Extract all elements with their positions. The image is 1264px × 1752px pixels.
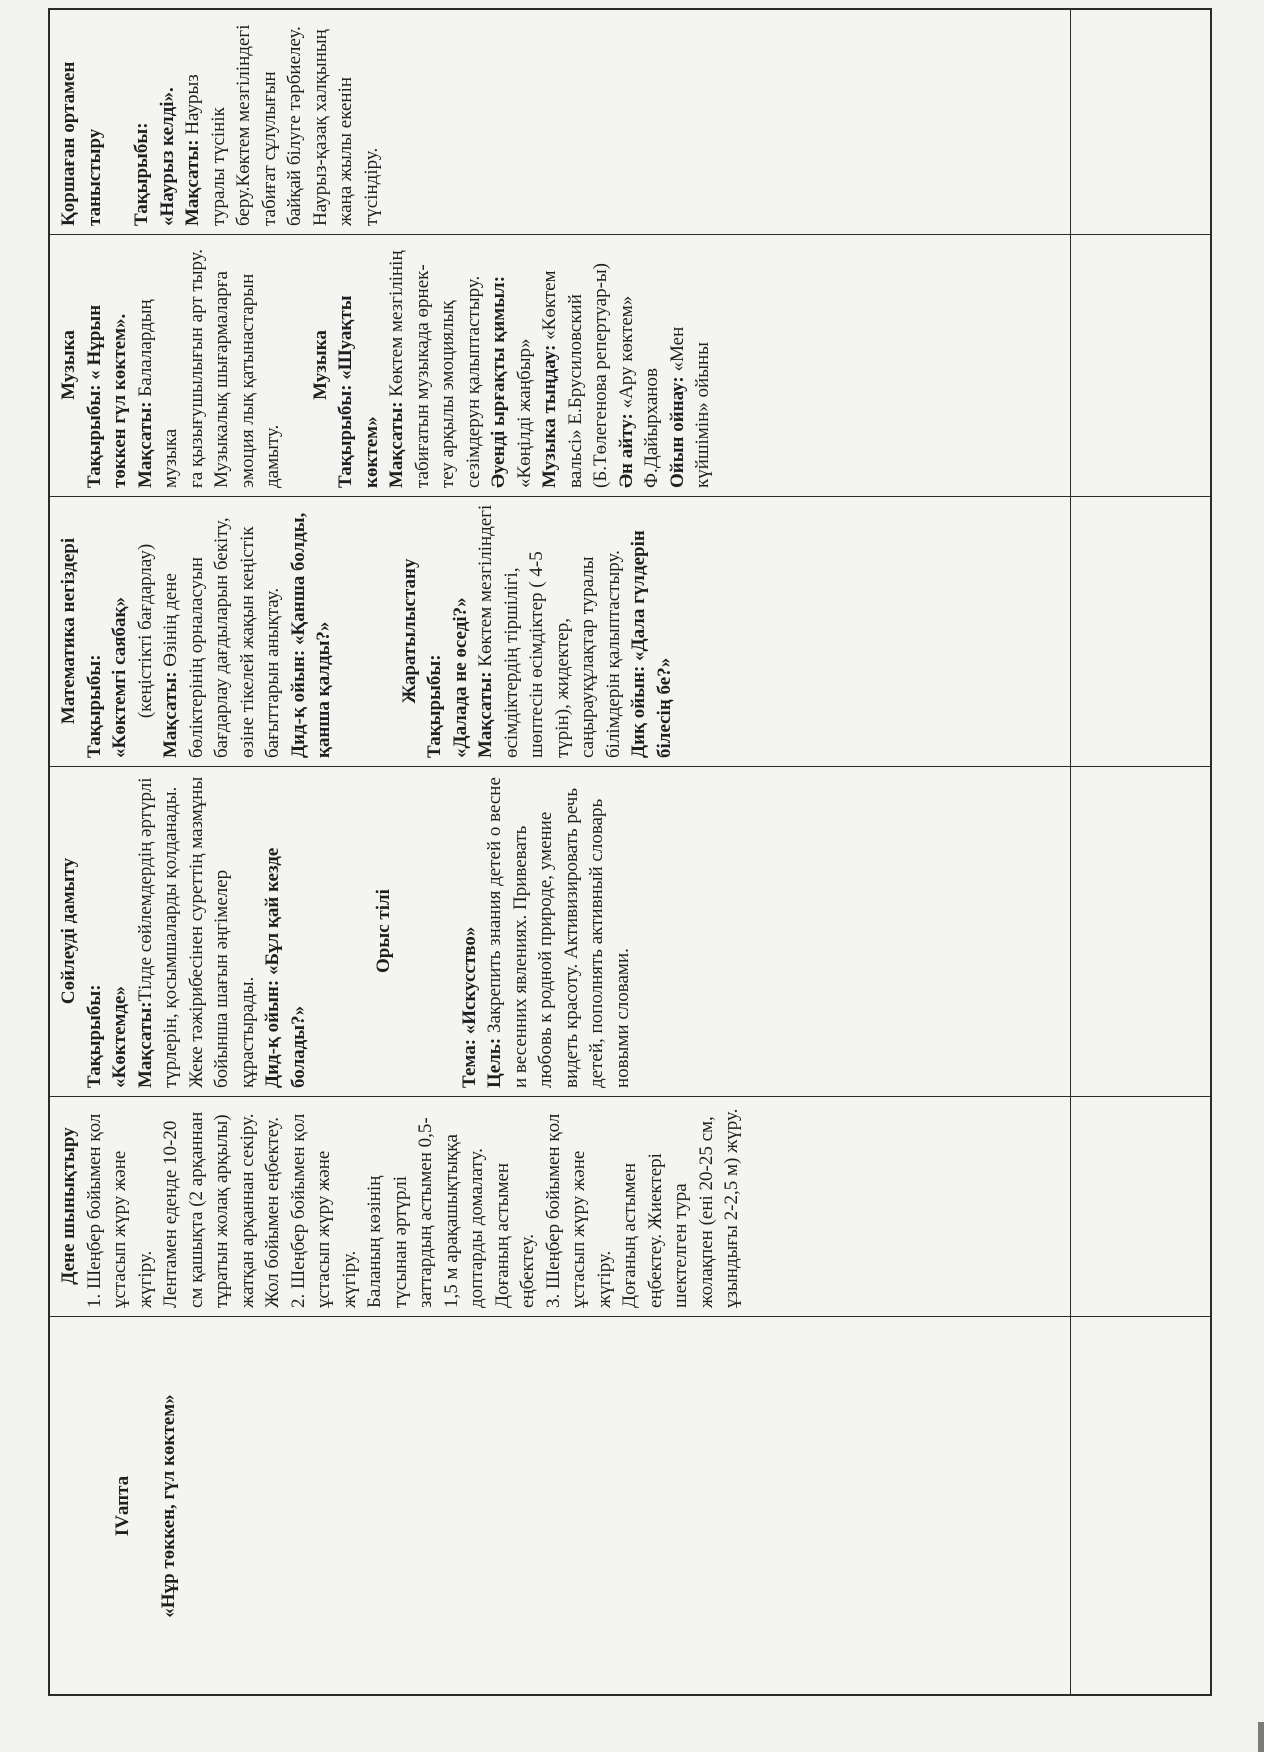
- speech-topic: «Көктемде»: [109, 986, 130, 1088]
- music2-play-label: Ойын ойнау:: [666, 376, 688, 488]
- speech-goal-label: Мақсаты:: [134, 1001, 156, 1088]
- math-game: «Қанша болды, қанша қалды?»: [287, 512, 334, 758]
- music1-goal-cont: ға қызығушылығын арт тыру. Музыкалық шығармаларға эмоция лық қатынастарын дамыту.: [185, 248, 283, 488]
- environment-topic-label: Тақырыбы:: [131, 122, 152, 226]
- russian-goal: Закрепить знания детей о весне и весенних явлениях. Привевать любовь к родной природе, умение видеть красоту. Активизировать речь детей, пополнять активный словарь новыми словами.: [484, 777, 633, 1088]
- math-game-label: Дид-қ ойын:: [287, 649, 309, 758]
- physical-education-title: Дене шынықтыру: [58, 1127, 79, 1285]
- speech-goal: Тілде сөйлемдердің әртүрлі түрлерін, қосымшаларды қолданады. Жеке тәжірибесінен суреттің мазмұны бойынша шағын әңгімелер құрастырады.: [134, 776, 258, 1088]
- nature-game: «Дала гүлдерін білесің бе?»: [628, 530, 675, 758]
- russian-title: Орыс тілі: [373, 889, 394, 973]
- russian-goal-label: Цель:: [484, 1037, 505, 1088]
- environment-goal: Наурыз туралы түсінік беру.Көктем мезгіліндегі табиғат сұлулығын байқай білуге тәрбиелеу. Наурыз-қазақ халқының жаңа жылы екенін түсіндіру.: [182, 24, 382, 226]
- physical-education-cell: [50, 1096, 1070, 1316]
- physical-item: 3. Шеңбер бойымен қол ұстасып жүру және жүгіру.: [542, 1113, 615, 1308]
- environment-topic: «Наурыз келді».: [156, 87, 178, 226]
- music2-rhythm: «Көңілді жаңбыр»: [513, 338, 535, 488]
- speech-game-label: Дид-қ ойын:: [262, 979, 283, 1088]
- week-cell: [50, 1316, 1070, 1696]
- music1-goal: Балалардың музыка: [134, 299, 181, 488]
- music1-goal-label: Мақсаты:: [134, 401, 156, 488]
- music2-topic: «Шуақты көктем»: [335, 295, 382, 488]
- scan-edge-mark: [1258, 1722, 1264, 1752]
- math-goal-label: Мақсаты:: [160, 671, 181, 758]
- lesson-plan-table: [48, 8, 1212, 1696]
- music1-topic: « Нұрын төккен гүл көктем».: [83, 304, 130, 488]
- physical-item: Баланың көзінің түсынан әртүрлі заттардың астымен 0,5-1,5 м арақашықтыққа доптарды домалату. Доғаның астымен еңбектеу.: [364, 1117, 538, 1308]
- week-label: IVапта: [112, 1475, 133, 1537]
- music2-sing: «Ару көктем» Ф.Дайырханов: [615, 295, 662, 488]
- music2-listen: «Көктем вальсі» Е.Брусиловский (Б.Төлегенова репертуар-ы): [539, 263, 611, 488]
- nature-goal: Көктем мезгіліндегі өсімдіктердің тіршілігі, шөптесін өсімдіктер ( 4-5 түрін), жидектер, саңырауқұлақтар туралы білімдерін қалыптастыру.: [475, 504, 624, 758]
- empty-column: [1070, 10, 1214, 1698]
- physical-item: Лентамен еденде 10-20 см қашықта (2 арқаннан тұратын жолақ арқылы) жатқан арқаннан секіру. Жол бойымен еңбектеу.: [160, 1111, 283, 1308]
- music2-topic-label: Тақырыбы:: [335, 384, 356, 488]
- math-subtopic: (кеңістікті бағдарлау): [134, 543, 156, 719]
- math-topic: «Көктемгі саябақ»: [109, 597, 130, 758]
- speech-game: «Бұл қай кезде болады?»: [262, 847, 309, 1088]
- nature-topic: «Далада не өседі?»: [449, 597, 471, 758]
- music2-listen-label: Музыка тыңдау:: [539, 344, 560, 488]
- physical-item: 1. Шеңбер бойымен қол ұстасып жүру және жүгіру.: [83, 1113, 156, 1308]
- speech-title: Сөйлеуді дамыту: [58, 857, 79, 1005]
- russian-topic: «Искусство»: [458, 926, 480, 1035]
- math-title: Математика негіздері: [58, 537, 79, 725]
- music2-rhythm-label: Әуенді ырғақты қимыл:: [488, 275, 509, 488]
- speech-topic-label: Тақырыбы:: [83, 984, 105, 1088]
- russian-topic-label: Тема:: [458, 1038, 480, 1088]
- music2-sing-label: Ән айту:: [615, 413, 637, 488]
- math-topic-label: Тақырыбы:: [83, 654, 105, 758]
- speech-development-cell: [50, 766, 1070, 1096]
- music2-play: «Мен күйшімін» ойыны: [666, 326, 713, 488]
- nature-title: Жаратылыстану: [398, 558, 420, 704]
- nature-goal-label: Мақсаты:: [475, 671, 496, 758]
- music2-title: Музыка: [309, 330, 331, 400]
- environment-cell: [50, 10, 1070, 234]
- music1-title: Музыка: [58, 330, 79, 400]
- environment-title: Қоршаған ортамен таныстыру: [58, 61, 105, 226]
- music2-goal: Көктем мезгілінің табиғатын музыкада өрнек-теу арқылы эмоциялық сезімдерун қалыптастыру.: [386, 250, 484, 488]
- math-nature-cell: [50, 496, 1070, 766]
- environment-goal-label: Мақсаты:: [182, 139, 203, 226]
- nature-game-label: Диқ ойын:: [628, 665, 649, 758]
- music2-goal-label: Мақсаты:: [386, 401, 407, 488]
- physical-item: Доғаның астымен еңбектеу. Жиектері шектелген тура жолақпен (ені 20-25 см, ұзындығы 2-2,5 м) жүру.: [619, 1108, 742, 1308]
- music1-topic-label: Тақырыбы:: [83, 384, 105, 488]
- nature-topic-label: Тақырыбы:: [424, 654, 445, 758]
- week-theme: «Нұр төккен, гүл көктем»: [157, 1394, 179, 1618]
- math-goal: Өзінің дене бөліктерінің орналасуын бағдарлау дағдыларын бекіту, өзіне тікелей жақын кеңістік бағыттарын анықтау.: [160, 517, 283, 758]
- physical-item: 2. Шеңбер бойымен қол ұстасып жүру және жүгіру.: [287, 1113, 360, 1308]
- music-cell: [50, 234, 1070, 496]
